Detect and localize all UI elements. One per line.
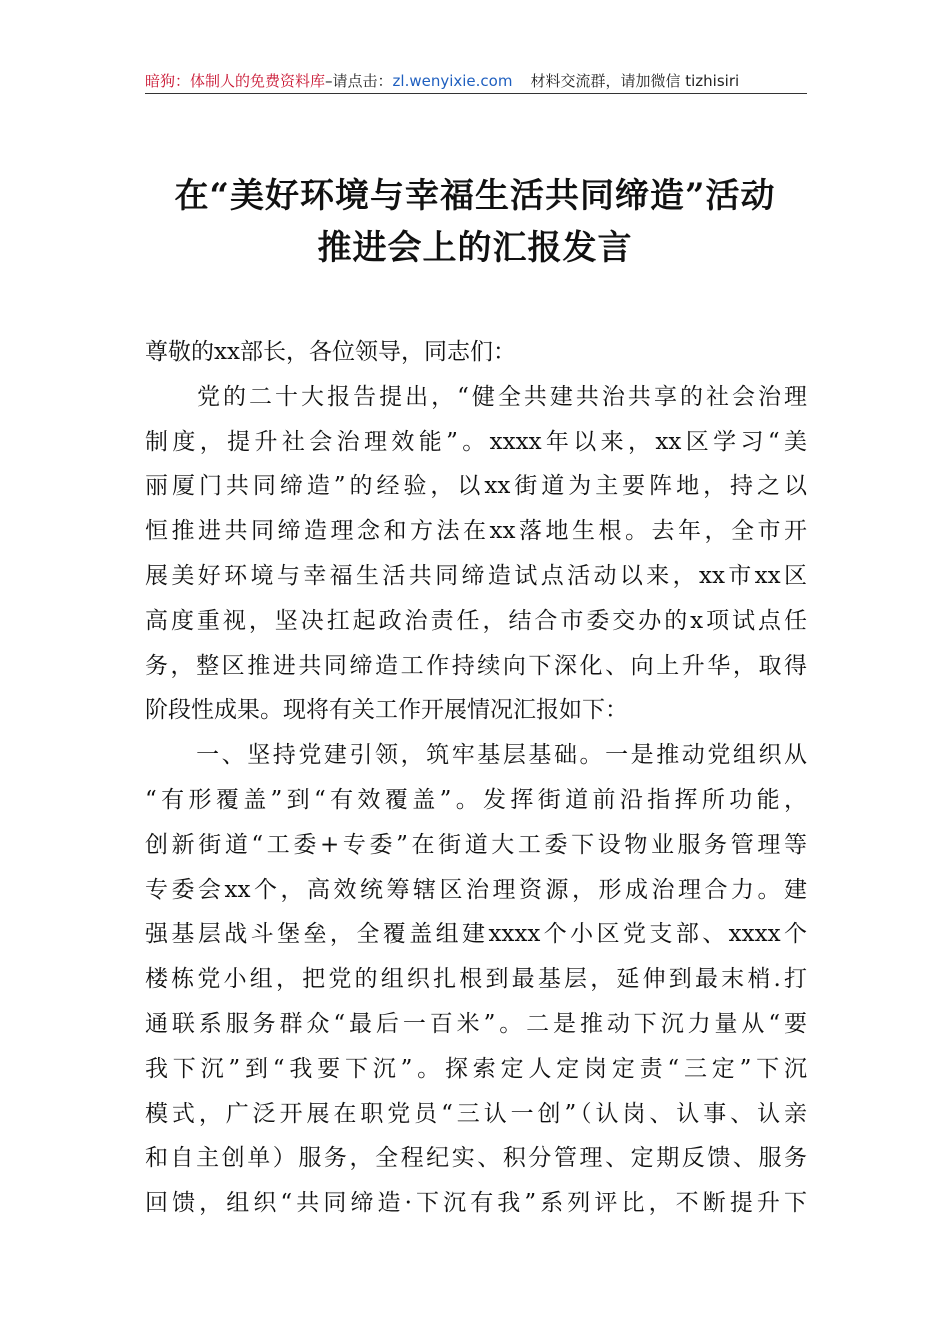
body-line: 和自主创单）服务，全程纪实、积分管理、定期反馈、服务 [145, 1145, 807, 1172]
body-line: 丽厦门共同缔造”的经验，以xx街道为主要阵地，持之以 [145, 473, 807, 500]
header-banner [145, 70, 807, 92]
header-divider [145, 93, 807, 94]
body-line: 恒推进共同缔造理念和方法在xx落地生根。去年，全市开 [145, 518, 807, 545]
site-url-link[interactable]: zl.wenyixie.com [392, 72, 513, 90]
body-line: 楼栋党小组，把党的组织扎根到最基层，延伸到最末梢.打 [145, 966, 807, 993]
body-line: 回馈，组织“共同缔造·下沉有我”系列评比，不断提升下 [145, 1190, 807, 1217]
body-line: 创新街道“工委+专委”在街道大工委下设物业服务管理等 [145, 831, 807, 858]
body-line: 务，整区推进共同缔造工作持续向下深化、向上升华，取得 [145, 652, 807, 679]
group-info-text: 材料交流群，请加微信 tizhisiri [530, 72, 740, 90]
body-line: 展美好环境与幸福生活共同缔造试点活动以来，xx市xx区 [145, 562, 807, 589]
body-line: 强基层战斗堡垒，全覆盖组建xxxx个小区党支部、xxxx个 [145, 921, 807, 948]
body-line: 阶段性成果。现将有关工作开展情况汇报如下： [145, 697, 628, 724]
click-prompt: –请点击： [325, 72, 393, 90]
site-name: 暗狗：体制人的免费资料库 [145, 72, 326, 90]
body-line: 高度重视，坚决扛起政治责任，结合市委交办的x项试点任 [145, 607, 807, 634]
document-body [145, 330, 807, 1226]
body-line: 制度，提升社会治理效能”。xxxx年以来，xx区学习“美 [145, 428, 807, 455]
document-title-line-2: 推进会上的汇报发言 [317, 228, 633, 268]
body-line: 模式，广泛开展在职党员“三认一创”（认岗、认事、认亲 [145, 1100, 807, 1127]
body-line: 我下沉”到“我要下沉”。探索定人定岗定责“三定”下沉 [145, 1055, 807, 1082]
body-line: “有形覆盖”到“有效覆盖”。发挥街道前沿指挥所功能， [145, 786, 807, 813]
body-line: 党的二十大报告提出，“健全共建共治共享的社会治理 [145, 383, 807, 410]
body-line: 通联系服务群众“最后一百米”。二是推动下沉力量从“要 [145, 1010, 807, 1037]
body-line: 一、坚持党建引领，筑牢基层基础。一是推动党组织从 [145, 742, 807, 769]
document-title-line-1: 在“美好环境与幸福生活共同缔造”活动 [174, 176, 776, 216]
salutation-line: 尊敬的xx部长，各位领导，同志们： [145, 339, 516, 365]
body-line: 专委会xx个，高效统筹辖区治理资源，形成治理合力。建 [145, 876, 807, 903]
